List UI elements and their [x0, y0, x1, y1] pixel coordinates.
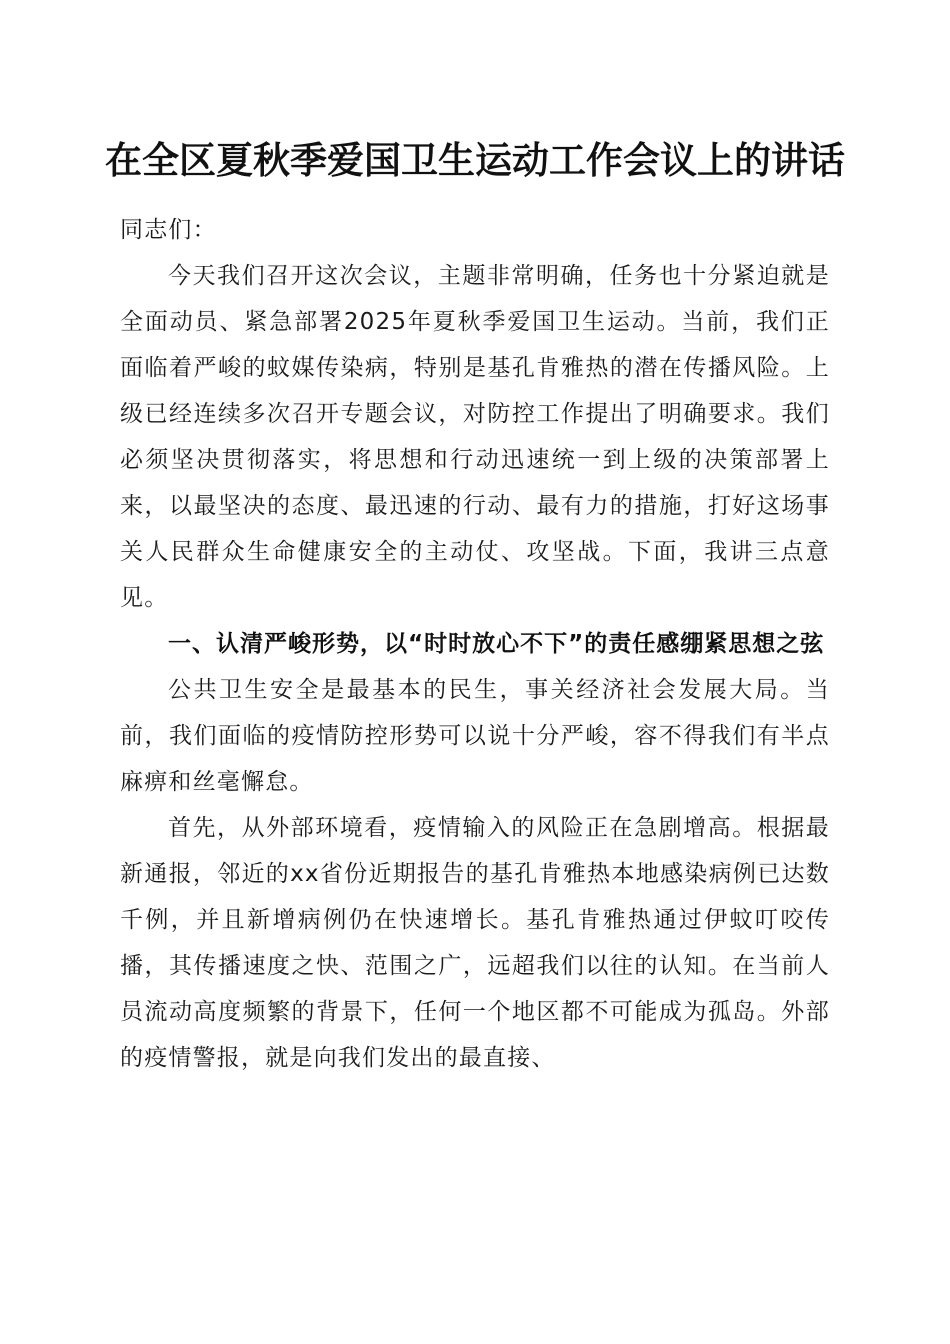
section1-paragraph: 公共卫生安全是最基本的民生，事关经济社会发展大局。当前，我们面临的疫情防控形势可以说十分严峻，容不得我们有半点麻痹和丝毫懈怠。 [120, 677, 830, 795]
section-heading-1: 一、认清严峻形势，以“时时放心不下”的责任感绷紧思想之弦 [168, 631, 825, 657]
document-body [120, 207, 830, 1081]
document-title: 在全区夏秋季爱国卫生运动工作会议上的讲话 [105, 138, 845, 182]
section1-paragraph: 首先，从外部环境看，疫情输入的风险正在急剧增高。根据最新通报，邻近的xx省份近期报告的基孔肯雅热本地感染病例已达数千例，并且新增病例仍在快速增长。基孔肯雅热通过伊蚊叮咬传播，其传播速度之快、范围之广，远超我们以往的认知。在当前人员流动高度频繁的背景下，任何一个地区都不可能成为孤岛。外部的疫情警报，就是向我们发出的最直接、 [120, 815, 830, 1071]
salutation: 同志们： [120, 217, 217, 243]
intro-paragraph: 今天我们召开这次会议，主题非常明确，任务也十分紧迫就是全面动员、紧急部署2025年夏秋季爱国卫生运动。当前，我们正面临着严峻的蚊媒传染病，特别是基孔肯雅热的潜在传播风险。上级已经连续多次召开专题会议，对防控工作提出了明确要求。我们必须坚决贯彻落实，将思想和行动迅速统一到上级的决策部署上来，以最坚决的态度、最迅速的行动、最有力的措施，打好这场事关人民群众生命健康安全的主动仗、攻坚战。下面，我讲三点意见。 [120, 263, 830, 611]
